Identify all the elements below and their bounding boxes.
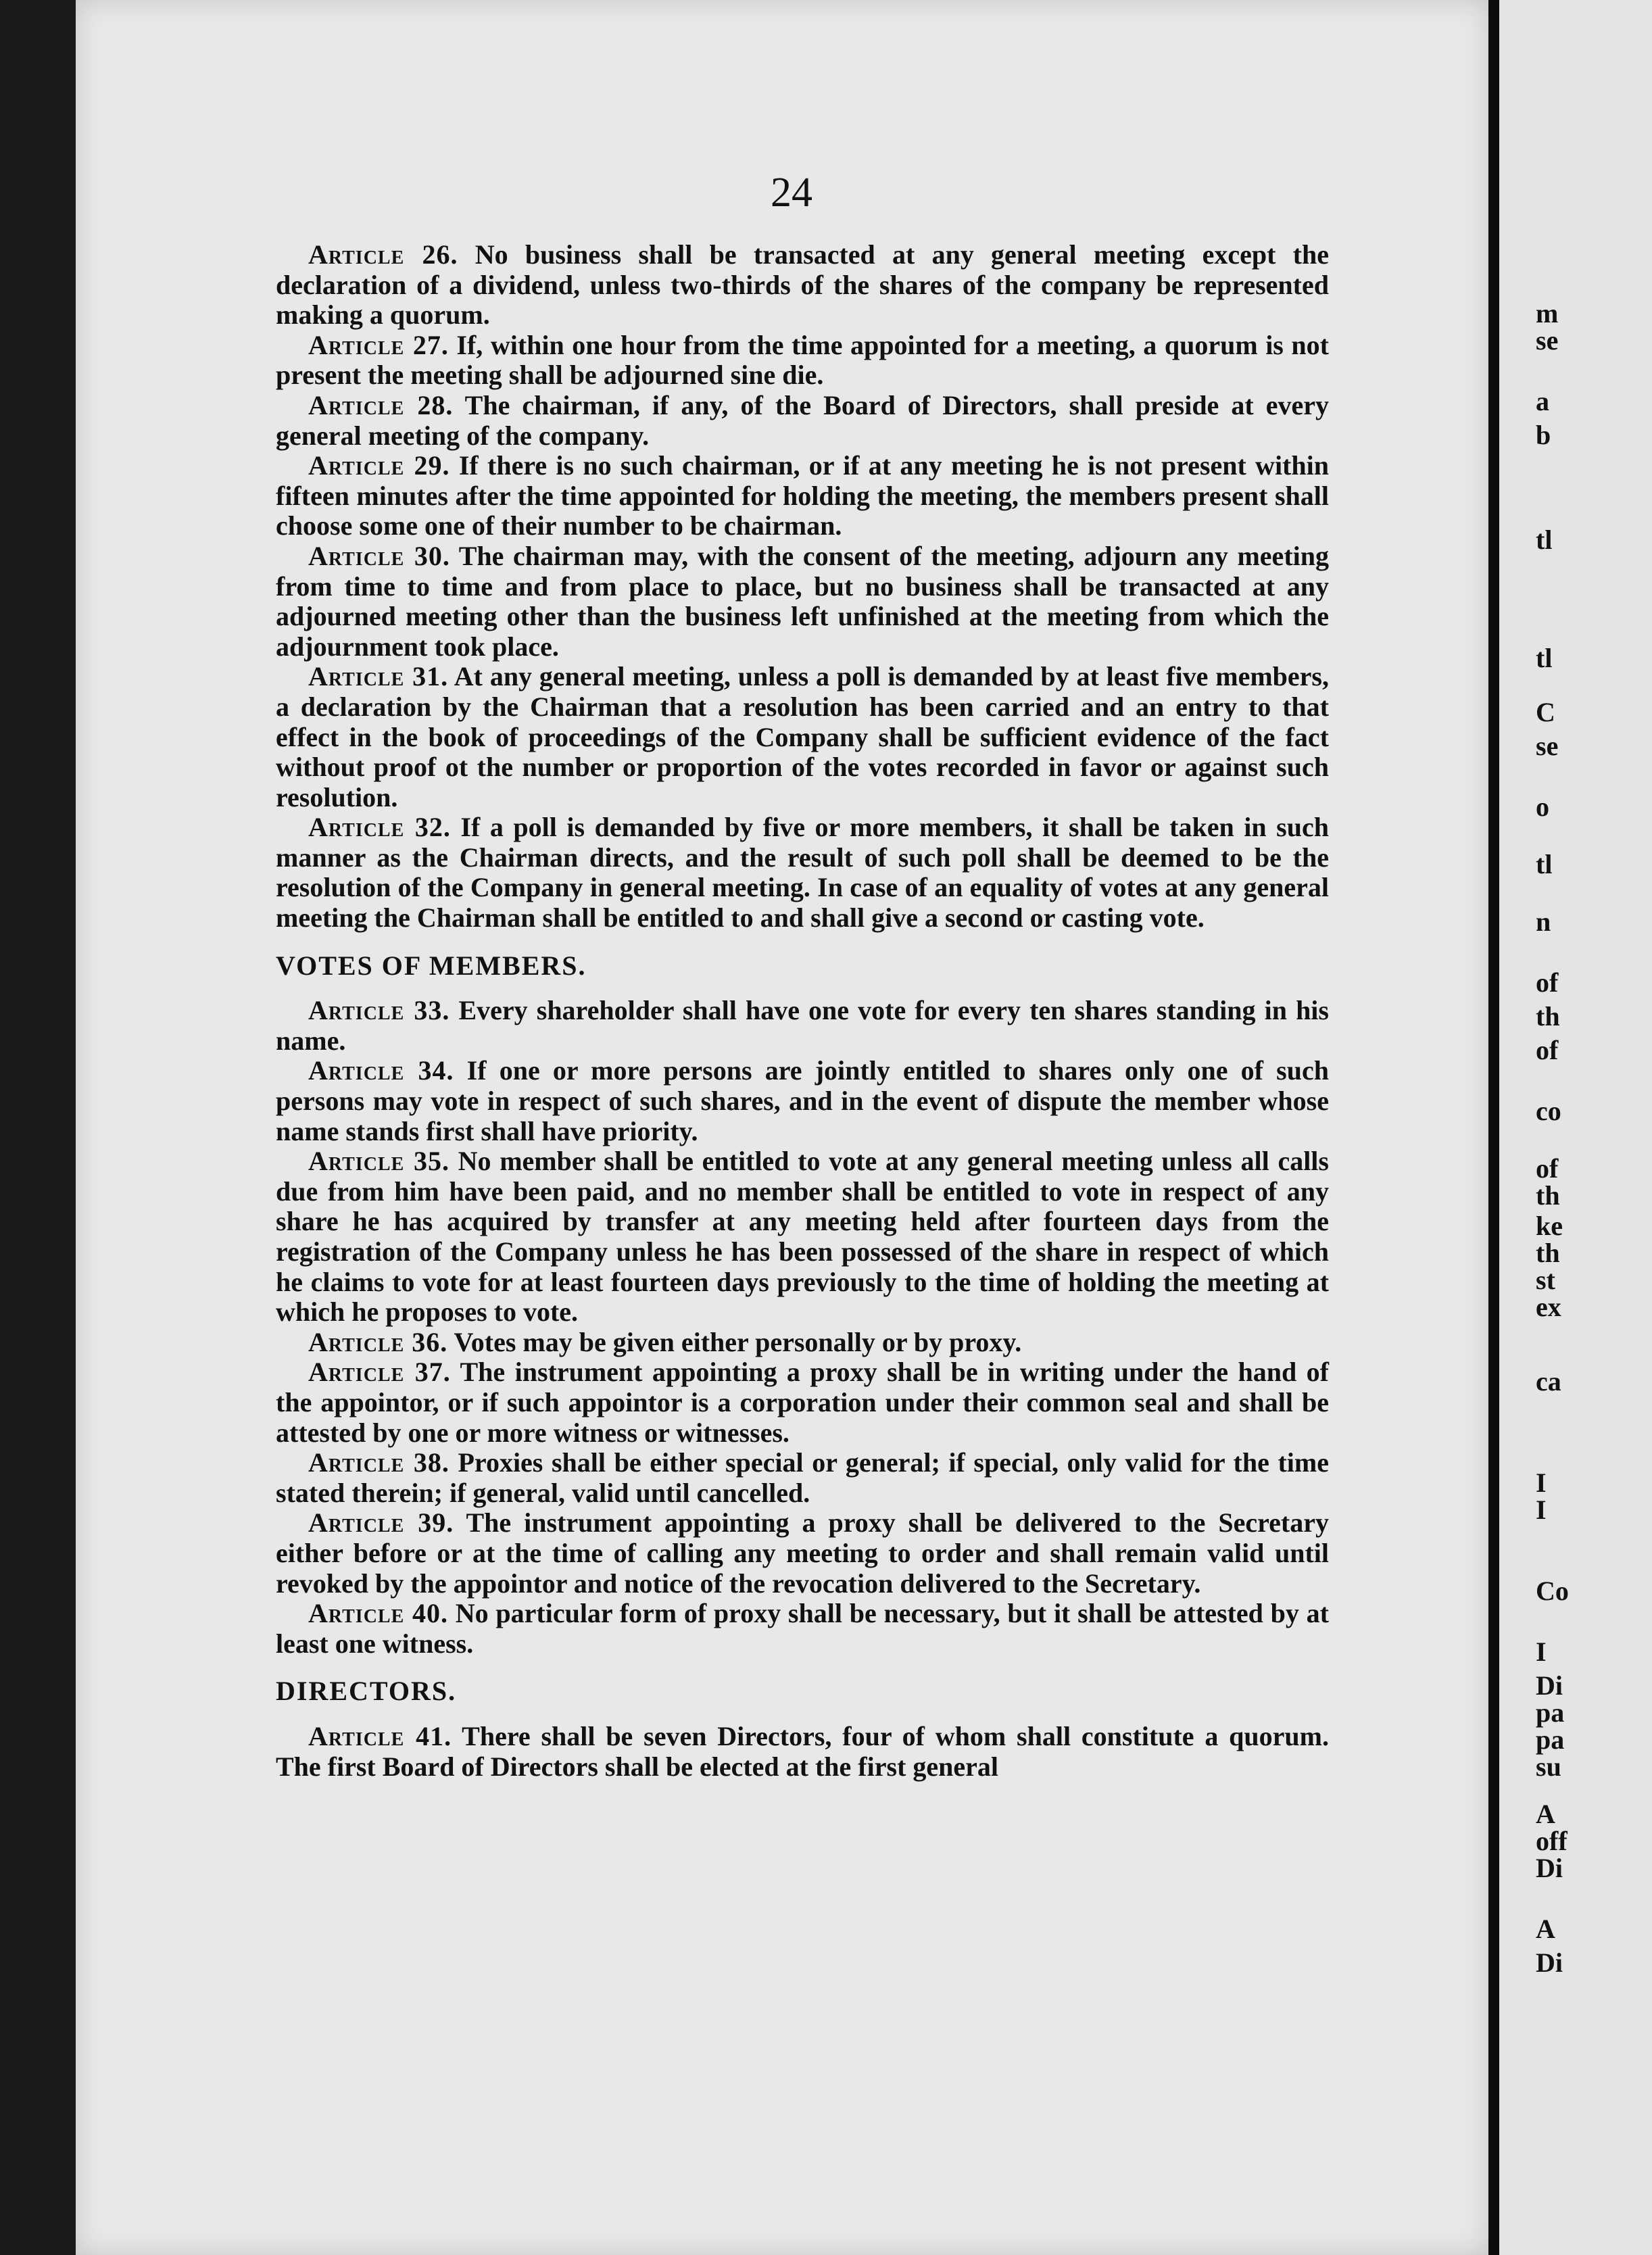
facing-page-fragment: m <box>1536 298 1559 329</box>
article-paragraph <box>276 1056 1329 1146</box>
facing-page-fragment: o <box>1536 792 1549 822</box>
article-paragraph <box>276 1599 1329 1659</box>
article-label: Article 28. <box>308 389 454 420</box>
article-text: Votes may be given either personally or by proxy. <box>447 1326 1022 1357</box>
article-paragraph <box>276 662 1329 813</box>
article-text: The instrument appointing a proxy shall be delivered to the Secretary either before or at the time of calling any meeting to order and shall remain valid until revoked by the appointor and notice of the revocation delivered to the Secretary. <box>276 1507 1329 1599</box>
article-label: Article 35. <box>308 1146 450 1177</box>
document-body <box>276 240 1329 1782</box>
articles-votes <box>276 996 1329 1659</box>
section-heading-votes: VOTES OF MEMBERS. <box>276 950 587 981</box>
facing-page-fragment: th <box>1536 1180 1560 1211</box>
page-gutter <box>1488 0 1499 2255</box>
facing-page-edge <box>1499 0 1652 2255</box>
article-label: Article 31. <box>308 661 449 692</box>
articles-general-meeting <box>276 240 1329 933</box>
article-label: Article 33. <box>308 995 450 1026</box>
article-label: Article 36. <box>308 1326 448 1357</box>
article-label: Article 40. <box>308 1598 449 1629</box>
article-text: If, within one hour from the time appointed for a meeting, a quorum is not present the meeting shall be adjourned sine die. <box>276 329 1329 391</box>
article-text: The chairman may, with the consent of the meeting, adjourn any meeting from time to time and from place to place, but no business shall be transacted at any adjourned meeting other than the business left unfinished at the meeting from which the adjournment took place. <box>276 540 1329 662</box>
facing-page-fragment: Di <box>1536 1947 1563 1978</box>
facing-page-fragment: of <box>1536 967 1559 998</box>
article-label: Article 30. <box>308 540 450 571</box>
article-label: Article 26. <box>308 239 458 270</box>
facing-page-fragment: Di <box>1536 1853 1563 1883</box>
article-paragraph <box>276 1328 1329 1358</box>
article-text: There shall be seven Directors, four of whom shall constitute a quorum. The first Board of Directors shall be elected at the first general <box>276 1720 1329 1782</box>
article-text: Proxies shall be either special or general; if special, only valid for the time stated therein; if general, valid until cancelled. <box>276 1447 1329 1508</box>
article-text: The chairman, if any, of the Board of Directors, shall preside at every general meeting of the company. <box>276 389 1329 451</box>
facing-page-fragment: th <box>1536 1001 1560 1032</box>
facing-page-fragment: a <box>1536 386 1549 416</box>
article-text: No particular form of proxy shall be necessary, but it shall be attested by at least one witness. <box>276 1598 1329 1659</box>
facing-page-fragment: ke <box>1536 1211 1563 1241</box>
facing-page-fragment: I <box>1536 1636 1547 1667</box>
article-text: If a poll is demanded by five or more members, it shall be taken in such manner as the Chairman directs, and the result of such poll shall be deemed to be the resolution of the Company in general meeting. In case of an equality of votes at any general meeting the Chairman shall be entitled to and shall give a second or casting vote. <box>276 812 1329 933</box>
article-label: Article 34. <box>308 1055 454 1086</box>
article-text: No member shall be entitled to vote at any general meeting unless all calls due from him have been paid, and no member shall be entitled to vote in respect of any share he has acquired by transfer at any meeting held after fourteen days from the registration of the Company unless he has been possessed of the share in respect of which he claims to vote for at least fourteen days previously to the time of holding the meeting at which he proposes to vote. <box>276 1146 1329 1328</box>
article-paragraph <box>276 996 1329 1056</box>
facing-page-fragment: of <box>1536 1035 1559 1065</box>
article-text: Every shareholder shall have one vote for every ten shares standing in his name. <box>276 995 1329 1056</box>
facing-page-fragment: co <box>1536 1096 1561 1126</box>
page-number: 24 <box>771 170 812 216</box>
facing-page-fragment: n <box>1536 906 1551 937</box>
article-label: Article 27. <box>308 329 449 360</box>
article-paragraph <box>276 1508 1329 1599</box>
articles-directors <box>276 1722 1329 1782</box>
article-label: Article 29. <box>308 450 450 481</box>
facing-page-fragment: Di <box>1536 1670 1563 1701</box>
facing-page-fragment: A <box>1536 1799 1555 1829</box>
article-text: At any general meeting, unless a poll is demanded by at least five members, a declaration by the Chairman that a resolution has been carried and an entry to that effect in the book of proceedings of the Company shall be sufficient evidence of the fact without proof ot the number or proportion of the votes recorded in favor or against such resolution. <box>276 661 1329 813</box>
article-label: Article 38. <box>308 1447 450 1478</box>
article-paragraph <box>276 1357 1329 1448</box>
facing-page-fragment: I <box>1536 1495 1547 1525</box>
article-label: Article 41. <box>308 1720 452 1751</box>
facing-page-fragment: Co <box>1536 1576 1569 1606</box>
section-heading-directors: DIRECTORS. <box>276 1676 457 1707</box>
facing-page-fragment: C <box>1536 697 1555 727</box>
facing-page-fragment: tl <box>1536 643 1553 673</box>
facing-page-fragment: su <box>1536 1751 1561 1782</box>
article-paragraph <box>276 331 1329 391</box>
facing-page-fragment: I <box>1536 1468 1547 1498</box>
article-label: Article 39. <box>308 1507 454 1538</box>
facing-page-fragment: of <box>1536 1153 1559 1184</box>
facing-page-fragment: ex <box>1536 1292 1561 1322</box>
article-paragraph <box>276 451 1329 541</box>
article-paragraph <box>276 541 1329 662</box>
facing-page-fragment: st <box>1536 1265 1555 1295</box>
facing-page-fragment: se <box>1536 325 1559 356</box>
article-paragraph <box>276 240 1329 331</box>
facing-page-fragment: se <box>1536 731 1559 761</box>
facing-page-fragment: ca <box>1536 1366 1561 1397</box>
article-paragraph <box>276 391 1329 451</box>
facing-page-fragment: A <box>1536 1914 1555 1944</box>
article-paragraph <box>276 1722 1329 1782</box>
article-text: The instrument appointing a proxy shall be in writing under the hand of the appointor, or if such appointor is a corporation under their common seal and shall be attested by one or more witness or witnesses. <box>276 1357 1329 1448</box>
article-label: Article 32. <box>308 812 451 843</box>
article-text: No business shall be transacted at any general meeting except the declaration of a dividend, unless two-thirds of the shares of the company be represented making a quorum. <box>276 239 1329 331</box>
article-text: If there is no such chairman, or if at any meeting he is not present within fifteen minutes after the time appointed for holding the meeting, the members present shall choose some one of their number to be chairman. <box>276 450 1329 541</box>
article-label: Article 37. <box>308 1357 451 1388</box>
facing-page-fragment: pa <box>1536 1697 1565 1728</box>
article-paragraph <box>276 1146 1329 1328</box>
facing-page-fragment: th <box>1536 1238 1560 1268</box>
facing-page-fragment: off <box>1536 1826 1568 1856</box>
article-paragraph <box>276 813 1329 933</box>
facing-page-fragment: b <box>1536 420 1551 450</box>
facing-page-fragment: tl <box>1536 849 1553 879</box>
article-text: If one or more persons are jointly entitled to shares only one of such persons may vote in respect of such shares, and in the event of dispute the member whose name stands first shall have priority. <box>276 1055 1329 1146</box>
article-paragraph <box>276 1448 1329 1508</box>
facing-page-fragment: pa <box>1536 1724 1565 1755</box>
facing-page-fragment: tl <box>1536 525 1553 555</box>
